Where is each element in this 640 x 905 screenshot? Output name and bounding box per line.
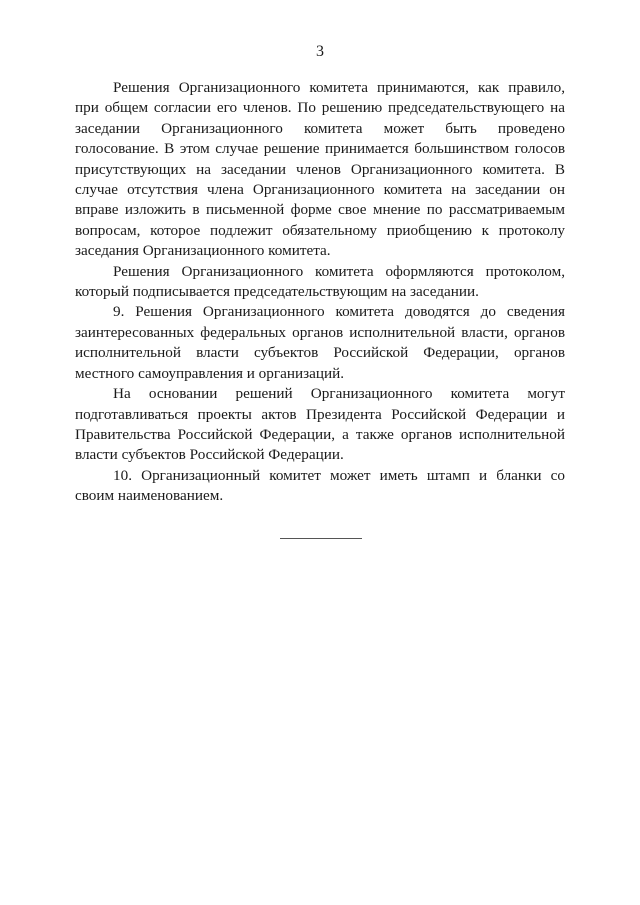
paragraph-draft-acts: На основании решений Организационного комитета могут подготавливаться проекты актов Президента Российской Федерации и Правительства Российской Федерации, а также органов исполнительной власти субъектов Российской Федерации.: [75, 385, 565, 464]
document-body: [75, 78, 565, 507]
paragraph-item-9: 9. Решения Организационного комитета доводятся до сведения заинтересованных федеральных органов исполнительной власти, органов исполнительной власти субъектов Российской Федерации, органов местного самоуправления и организаций.: [75, 303, 565, 382]
page-number: 3: [316, 43, 324, 60]
paragraph-decisions-voting: Решения Организационного комитета принимаются, как правило, при общем согласии его членов. По решению председательствующего на заседании Организационного комитета может быть проведено голосование. В этом случае решение принимается большинством голосов присутствующих на заседании членов Организационного комитета. В случае отсутствия члена Организационного комитета на заседании он вправе изложить в письменной форме свое мнение по рассматриваемым вопросам, которое подлежит обязательному приобщению к протоколу заседания Организационного комитета.: [75, 79, 565, 260]
paragraph-decisions-protocol: Решения Организационного комитета оформляются протоколом, который подписывается председательствующим на заседании.: [75, 262, 565, 301]
end-divider: [280, 538, 362, 539]
paragraph-item-10: 10. Организационный комитет может иметь штамп и бланки со своим наименованием.: [75, 466, 565, 505]
